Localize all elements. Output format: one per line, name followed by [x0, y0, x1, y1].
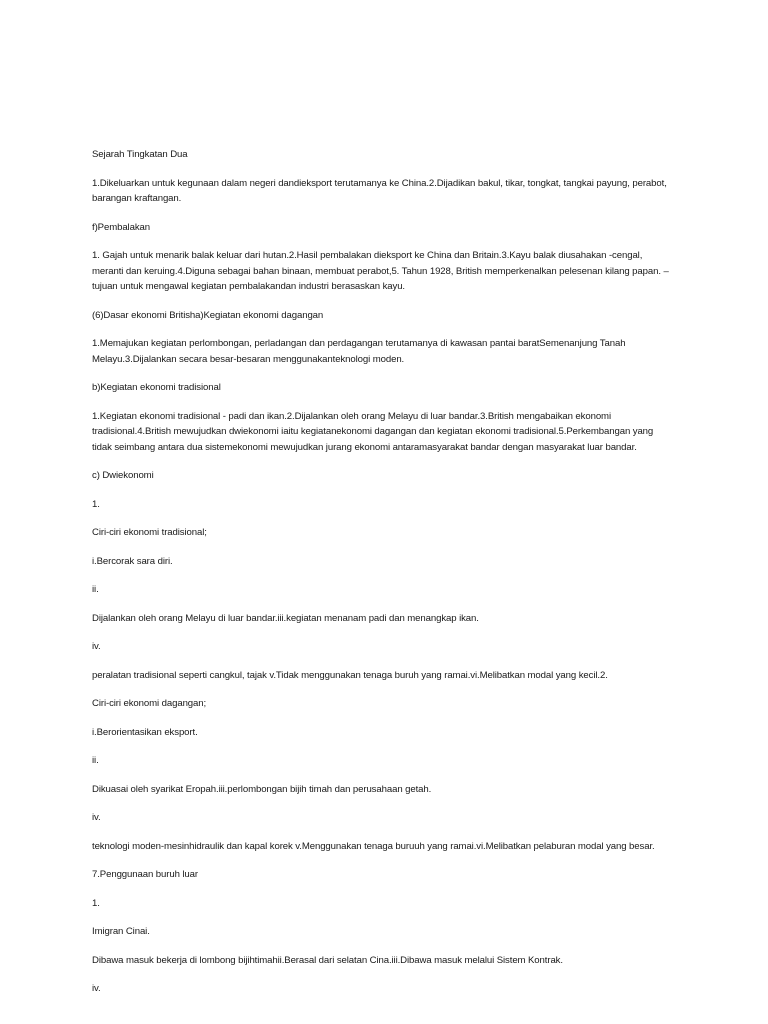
paragraph: 1.Kegiatan ekonomi tradisional - padi dan ikan.2.Dijalankan oleh orang Melayu di luar bandar.3.British mengabaikan ekonomi tradisional.4.British mewujudkan dwiekonomi iaitu kegiatanekonomi dagangan dan kegiatan ekonomi tradisional.5.Perkembangan yang tidak seimbang antara dua sistemekonomi mewujudkan jurang ekonomi antaramasyarakat bandar dengan masyarakat luar bandar.: [92, 410, 654, 453]
list-marker: 1.: [92, 498, 100, 510]
list-marker: 1.: [92, 897, 100, 909]
paragraph: Dijalankan oleh orang Melayu di luar bandar.iii.kegiatan menanam padi dan menangkap ikan.: [92, 612, 479, 624]
paragraph: teknologi moden-mesinhidraulik dan kapal korek v.Menggunakan tenaga buruuh yang ramai.vi.Melibatkan pelaburan modal yang besar.: [92, 840, 655, 852]
list-marker: iv.: [92, 812, 101, 823]
list-marker: iv.: [92, 983, 101, 994]
section-heading: f)Pembalakan: [92, 221, 150, 233]
paragraph: Dibawa masuk bekerja di lombong bijihtimahii.Berasal dari selatan Cina.iii.Dibawa masuk melalui Sistem Kontrak.: [92, 954, 563, 966]
section-heading: 7.Penggunaan buruh luar: [92, 869, 198, 880]
list-marker: ii.: [92, 755, 99, 766]
paragraph: i.Bercorak sara diri.: [92, 555, 173, 567]
section-heading: b)Kegiatan ekonomi tradisional: [92, 382, 221, 393]
list-marker: iv.: [92, 641, 101, 652]
paragraph: 1. Gajah untuk menarik balak keluar dari hutan.2.Hasil pembalakan dieksport ke China dan Britain.3.Kayu balak diusahakan -cengal, meranti dan keruing.4.Diguna sebagai bahan binaan, membuat perabot,5. Tahun 1928, British memperkenalkan pelesenan kilang papan. – tujuan untuk mengawal kegiatan pembalakandan industri berasaskan kayu.: [92, 250, 669, 292]
paragraph: Dikuasai oleh syarikat Eropah.iii.perlombongan bijih timah dan perusahaan getah.: [92, 783, 432, 795]
list-marker: ii.: [92, 584, 99, 595]
paragraph: Ciri-ciri ekonomi dagangan;: [92, 698, 207, 709]
section-heading: (6)Dasar ekonomi Britisha)Kegiatan ekonomi dagangan: [92, 309, 324, 321]
paragraph: 1.Dikeluarkan untuk kegunaan dalam negeri dandieksport terutamanya ke China.2.Dijadikan bakul, tikar, tongkat, tangkai payung, perabot, barangan kraftangan.: [92, 177, 667, 204]
paragraph: i.Berorientasikan eksport.: [92, 726, 198, 738]
document-body: [92, 147, 672, 1010]
paragraph: Imigran Cinai.: [92, 926, 150, 937]
section-heading: c) Dwiekonomi: [92, 470, 154, 481]
paragraph: peralatan tradisional seperti cangkul, tajak v.Tidak menggunakan tenaga buruh yang ramai.vi.Melibatkan modal yang kecil.2.: [92, 669, 608, 681]
paragraph: Ciri-ciri ekonomi tradisional;: [92, 527, 207, 538]
document-title: Sejarah Tingkatan Dua: [92, 149, 188, 160]
paragraph: 1.Memajukan kegiatan perlombongan, perladangan dan perdagangan terutamanya di kawasan pantai baratSemenanjung Tanah Melayu.3.Dijalankan secara besar-besaran menggunakanteknologi moden.: [92, 338, 626, 365]
